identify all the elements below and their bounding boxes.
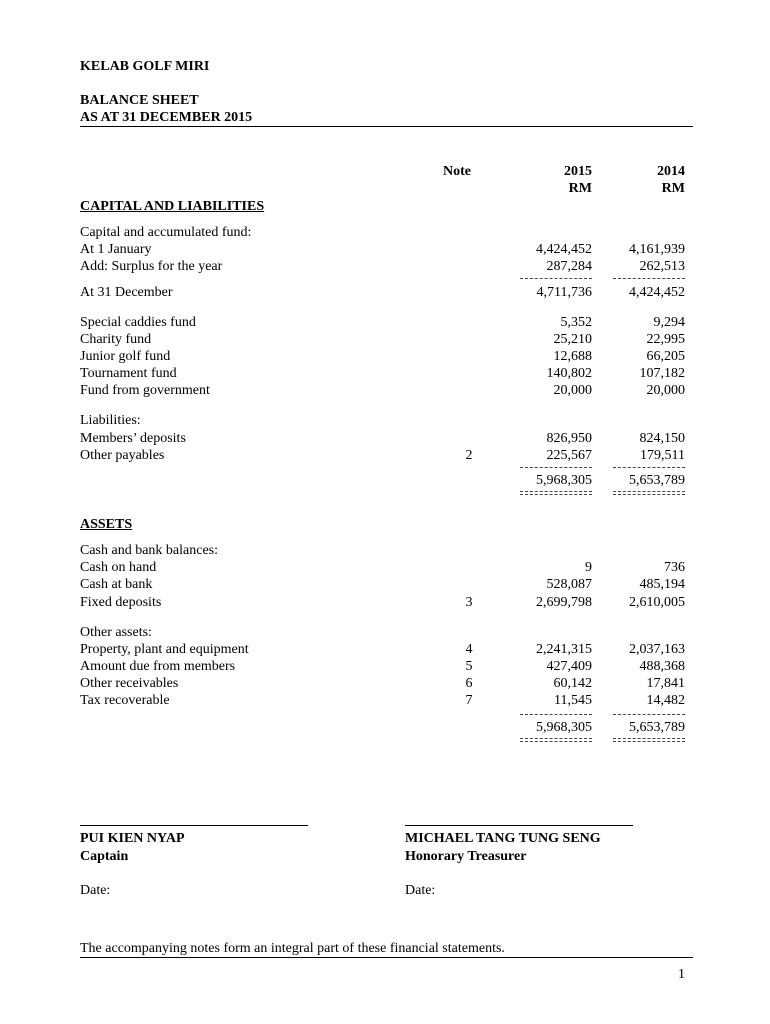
subtotal-rule	[613, 467, 685, 468]
value-2015: 4,711,736	[536, 285, 592, 300]
total-double-rule	[613, 491, 685, 495]
note-reference: 4	[465, 642, 473, 657]
subtotal-rule	[520, 714, 592, 715]
row-label: Members’ deposits	[80, 431, 186, 446]
signatory-date: Date:	[80, 883, 111, 898]
value-2015: 287,284	[546, 259, 592, 274]
value-2014: 824,150	[639, 431, 685, 446]
subtotal-rule	[613, 714, 685, 715]
other-assets-label: Other assets:	[80, 625, 152, 640]
subtotal-rule	[520, 278, 592, 279]
value-2014: 488,368	[639, 659, 685, 674]
value-2014: 2,037,163	[629, 642, 685, 657]
value-2014: 485,194	[639, 577, 685, 592]
row-label: Cash at bank	[80, 577, 153, 592]
unit-2014-header: RM	[661, 181, 685, 196]
value-2015: 9	[585, 560, 592, 575]
capital-fund-label: Capital and accumulated fund:	[80, 225, 252, 240]
row-label: Junior golf fund	[80, 349, 171, 364]
value-2014: 17,841	[646, 676, 685, 691]
value-2015: 4,424,452	[536, 242, 592, 257]
row-label: At 31 December	[80, 285, 173, 300]
signatory-name: MICHAEL TANG TUNG SENG	[405, 831, 601, 846]
subtotal-rule	[520, 467, 592, 468]
row-label: At 1 January	[80, 242, 152, 257]
document-date: AS AT 31 DECEMBER 2015	[80, 110, 253, 125]
row-label: Property, plant and equipment	[80, 642, 249, 657]
note-reference: 2	[465, 448, 473, 463]
signatory-name: PUI KIEN NYAP	[80, 831, 185, 846]
value-2014: 179,511	[640, 448, 685, 463]
club-name: KELAB GOLF MIRI	[80, 59, 210, 74]
value-2015: 60,142	[553, 676, 592, 691]
value-2014: 66,205	[646, 349, 685, 364]
value-2014: 9,294	[653, 315, 685, 330]
signature-line-treasurer	[405, 825, 633, 826]
document-title: BALANCE SHEET	[80, 93, 199, 108]
value-2015: 2,241,315	[536, 642, 592, 657]
value-2015: 20,000	[553, 383, 592, 398]
value-2014: 4,161,939	[629, 242, 685, 257]
year-2014-header: 2014	[657, 164, 685, 179]
value-2014: 22,995	[646, 332, 685, 347]
value-2014: 107,182	[639, 366, 685, 381]
value-2015: 528,087	[546, 577, 592, 592]
value-2014: 20,000	[646, 383, 685, 398]
total-double-rule	[520, 491, 592, 495]
total-double-rule	[520, 738, 592, 742]
row-label: Charity fund	[80, 332, 152, 347]
footer-rule	[80, 957, 693, 958]
page-number: 1	[678, 967, 685, 982]
value-2014: 262,513	[639, 259, 685, 274]
liabilities-label: Liabilities:	[80, 413, 141, 428]
row-label: Other payables	[80, 448, 165, 463]
value-2014: 736	[664, 560, 685, 575]
total-2015: 5,968,305	[536, 473, 592, 488]
cash-label: Cash and bank balances:	[80, 543, 219, 558]
total-2015: 5,968,305	[536, 720, 592, 735]
header-rule	[80, 126, 693, 127]
note-column-header: Note	[443, 164, 471, 179]
row-label: Fund from government	[80, 383, 210, 398]
capital-heading: CAPITAL AND LIABILITIES	[80, 199, 265, 214]
year-2015-header: 2015	[564, 164, 592, 179]
total-double-rule	[613, 738, 685, 742]
note-reference: 5	[465, 659, 473, 674]
assets-heading: ASSETS	[80, 517, 133, 532]
value-2015: 140,802	[546, 366, 592, 381]
value-2015: 427,409	[546, 659, 592, 674]
value-2014: 4,424,452	[629, 285, 685, 300]
value-2014: 14,482	[646, 693, 685, 708]
value-2015: 5,352	[560, 315, 592, 330]
note-reference: 7	[465, 693, 473, 708]
total-2014: 5,653,789	[629, 473, 685, 488]
value-2015: 25,210	[553, 332, 592, 347]
value-2015: 12,688	[553, 349, 592, 364]
signatory-role: Honorary Treasurer	[405, 849, 527, 864]
signatory-date: Date:	[405, 883, 436, 898]
value-2015: 2,699,798	[536, 595, 592, 610]
note-reference: 3	[465, 595, 473, 610]
signature-line-captain	[80, 825, 308, 826]
signatory-role: Captain	[80, 849, 129, 864]
row-label: Other receivables	[80, 676, 179, 691]
total-2014: 5,653,789	[629, 720, 685, 735]
value-2015: 11,545	[554, 693, 592, 708]
row-label: Cash on hand	[80, 560, 157, 575]
value-2015: 225,567	[546, 448, 592, 463]
row-label: Tournament fund	[80, 366, 177, 381]
unit-2015-header: RM	[568, 181, 592, 196]
row-label: Add: Surplus for the year	[80, 259, 223, 274]
value-2014: 2,610,005	[629, 595, 685, 610]
row-label: Amount due from members	[80, 659, 236, 674]
row-label: Tax recoverable	[80, 693, 170, 708]
footer-note: The accompanying notes form an integral part of these financial statements.	[80, 941, 505, 956]
value-2015: 826,950	[546, 431, 592, 446]
row-label: Special caddies fund	[80, 315, 196, 330]
row-label: Fixed deposits	[80, 595, 162, 610]
subtotal-rule	[613, 278, 685, 279]
note-reference: 6	[465, 676, 473, 691]
